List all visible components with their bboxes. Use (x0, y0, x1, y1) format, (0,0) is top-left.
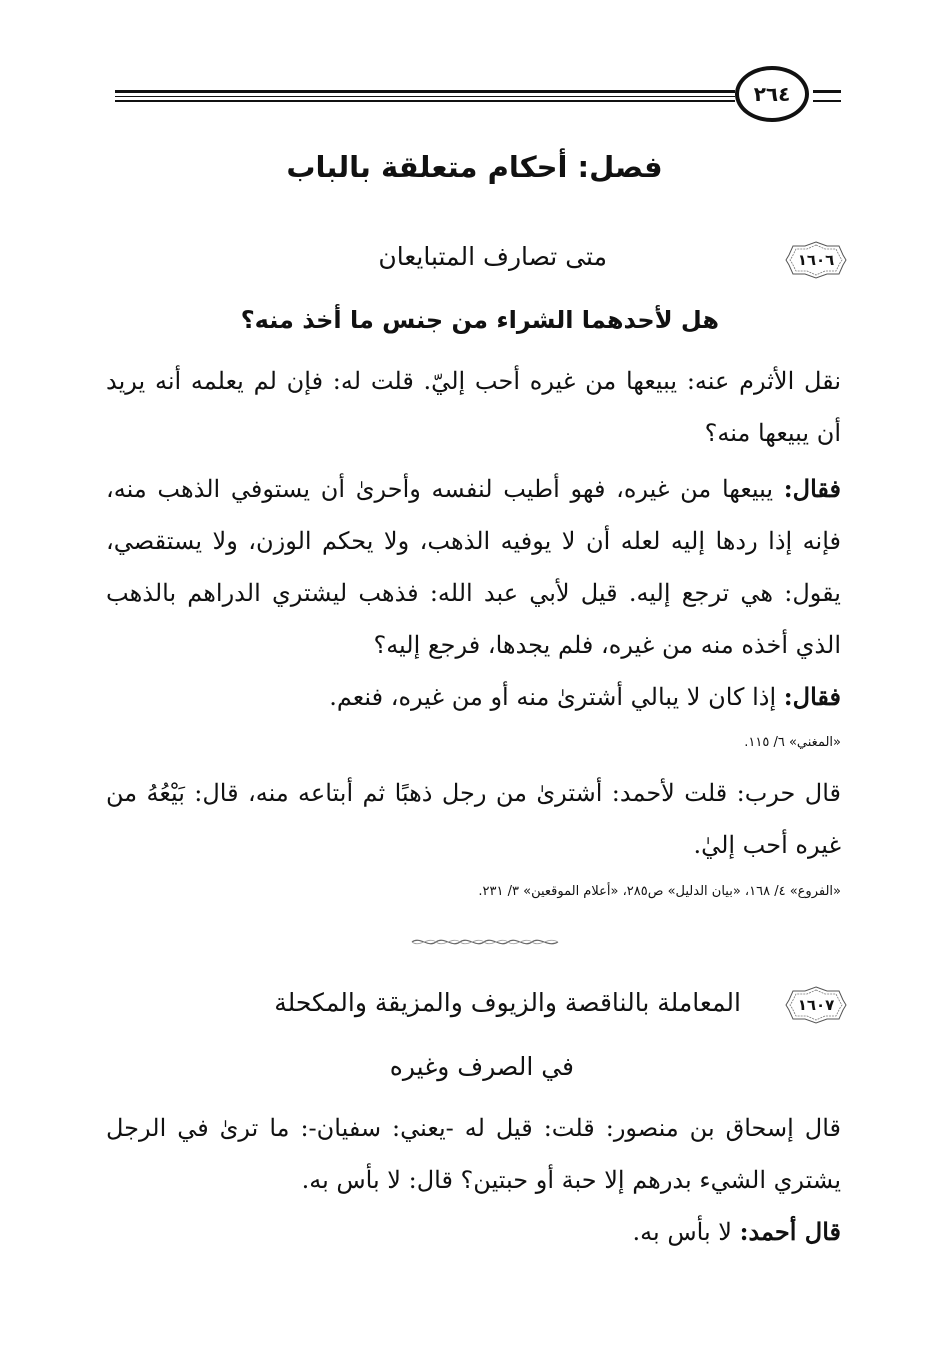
paragraph-text: يبيعها من غيره، فهو أطيب لنفسه وأحرىٰ أن يستوفي الذهب منه، فإنه إذا ردها إليه لعله أن لا يوفيه الذهب، ولا يحكم الوزن، ولا يستقصي، يقول: هي ترجع إليه. قيل لأبي عبد الله: فذهب ليشتري الدراهم بالذهب الذي أخذه منه من غيره، فلم يجدها، فرجع إليه؟ (106, 475, 841, 659)
paragraph (106, 463, 841, 671)
reference-citation: «الفروع» ٤/ ١٦٨، «بيان الدليل» ص٢٨٥، «أعلام الموقعين» ٣/ ٢٣١. (478, 884, 841, 899)
ornamental-divider-icon (410, 936, 560, 948)
issue-question: هل لأحدهما الشراء من جنس ما أخذ منه؟ (240, 306, 719, 334)
paragraph-lead: قال أحمد: (739, 1217, 841, 1246)
paragraph-text: إذا كان لا يبالي أشترىٰ منه أو من غيره، فنعم. (329, 683, 784, 711)
header-rule (115, 90, 735, 93)
paragraph (106, 767, 841, 871)
issue-subtitle: في الصرف وغيره (389, 1052, 574, 1081)
issue-number-badge: ١٦٠٦ (785, 241, 847, 279)
paragraph-lead: فقال: (783, 474, 841, 503)
issue-title: المعاملة بالناقصة والزيوف والمزيقة والمكحلة (274, 988, 741, 1017)
section-title: فصل: أحكام متعلقة بالباب (286, 150, 663, 184)
paragraph (106, 1206, 841, 1258)
issue-number-badge: ١٦٠٧ (785, 986, 847, 1024)
paragraph (106, 1102, 841, 1206)
issue-title: متى تصارف المتبايعان (378, 242, 607, 271)
paragraph (106, 671, 841, 723)
header-rule (115, 100, 735, 102)
paragraph-text: لا بأس به. (632, 1218, 740, 1246)
paragraph (106, 355, 841, 459)
header-rule (813, 100, 841, 102)
page-number: ٢٦٤ (735, 66, 809, 122)
header-rule (115, 96, 735, 97)
paragraph-text: نقل الأثرم عنه: يبيعها من غيره أحب إليّ. قلت له: فإن لم يعلمه أنه يريد أن يبيعها منه؟ (106, 367, 841, 447)
reference-citation: «المغني» ٦/ ١١٥. (744, 735, 841, 750)
paragraph-lead: فقال: (783, 682, 841, 711)
header-rule (813, 90, 841, 93)
paragraph-text: قال إسحاق بن منصور: قلت: قيل له -يعني: سفيان-: ما ترىٰ في الرجل يشتري الشيء بدرهم إلا حبة أو حبتين؟ قال: لا بأس به. (106, 1114, 841, 1194)
paragraph-text: قال حرب: قلت لأحمد: أشترىٰ من رجل ذهبًا ثم أبتاعه منه، قال: بَيْعُهُ من غيره أحب إليٰ. (106, 779, 841, 859)
